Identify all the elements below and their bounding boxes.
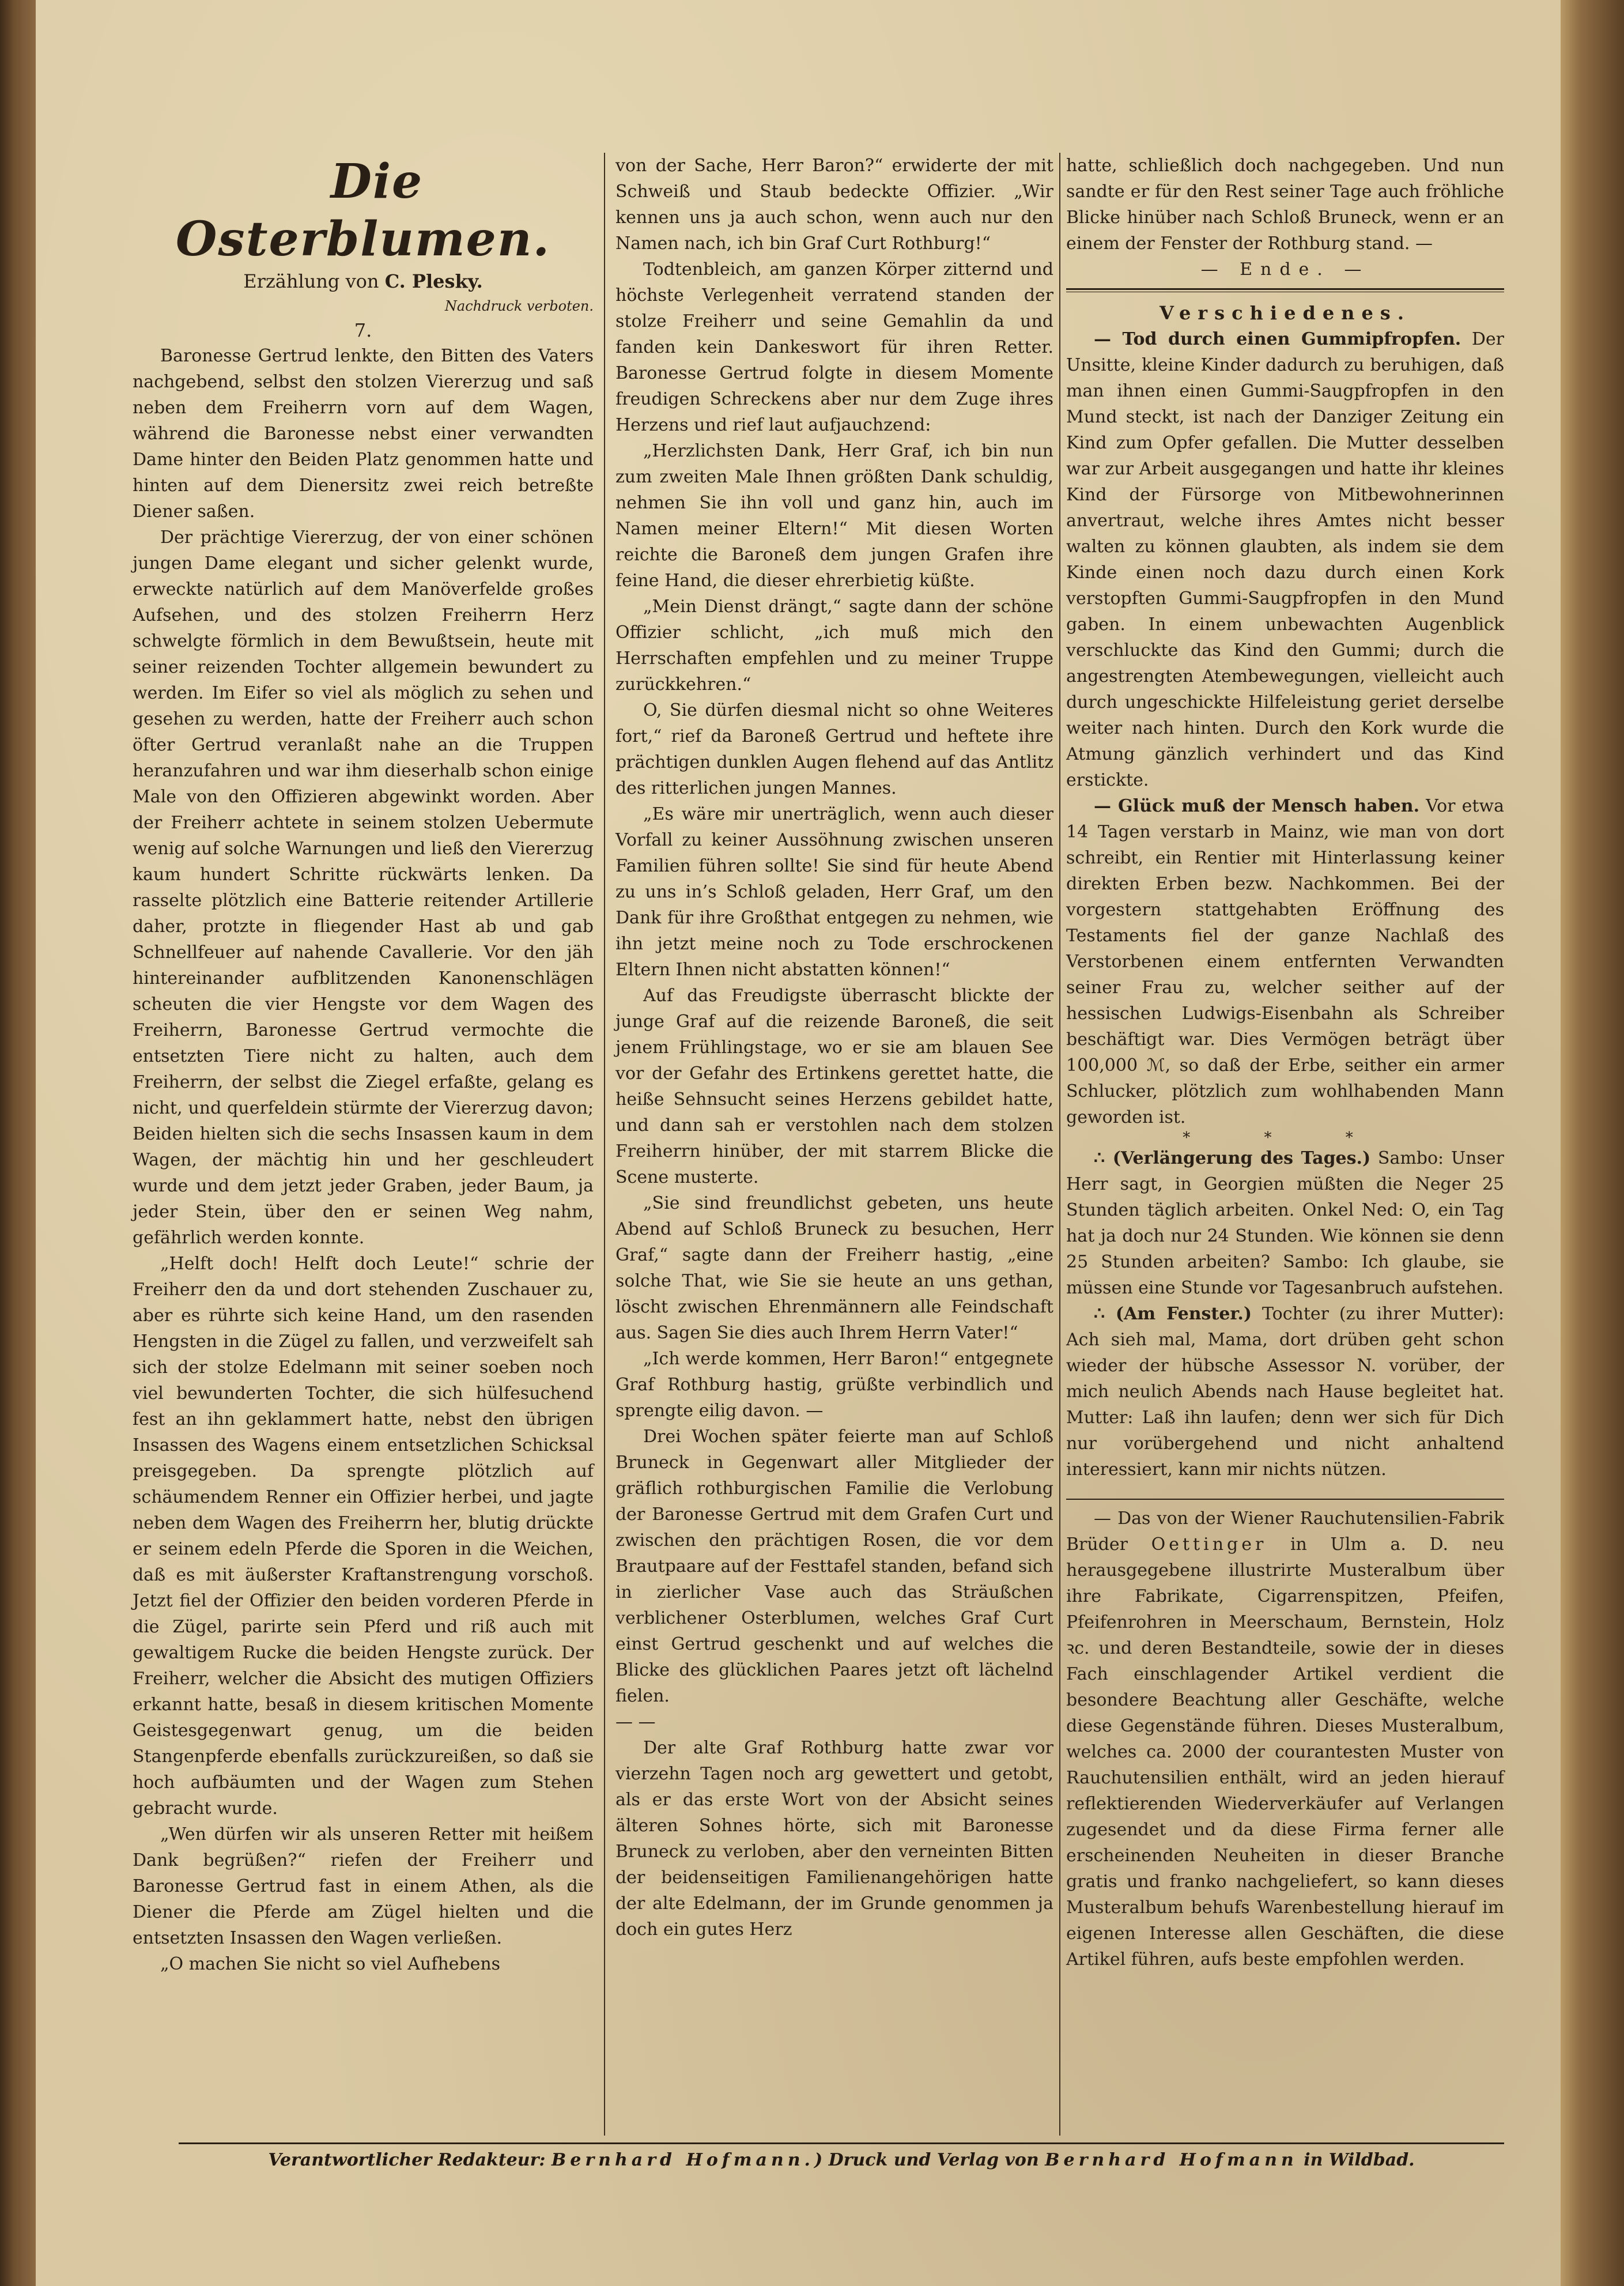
joke-text: Tochter (zu ihrer Mutter): Ach sieh mal, Mama, dort drüben geht schon wieder der hübsche Assessor N. vorüber, der mich neulich Abends nach Hause begleitet hat. Mutter: Laß ihn laufen; denn wer sich für Dich nur vorübergehend und nicht anhaltend interessiert, kann mir nichts nützen. (1066, 1304, 1504, 1480)
story-byline (133, 268, 594, 295)
joke-title: ∴ (Am Fenster.) (1094, 1304, 1252, 1324)
column-3 (1066, 153, 1504, 1972)
joke-item (1066, 1145, 1504, 1301)
news-text: Vor etwa 14 Tagen verstarb in Mainz, wie man von dort schreibt, ein Rentier mit Hinterlassung keiner direkten Erben bezw. Nachkommen. Bei der vorgestern stattgehabten Eröffnung des Testaments fiel der ganze Nachlaß des Verstorbenen einem entfernten Verwandten seiner Frau zu, welcher seither auf der hessischen Ludwigs-Eisenbahn als Schreiber beschäftigt war. Dies Vermögen beträgt über 100,000 ℳ, so daß der Erbe, seither ein armer Schlucker, plötzlich zum wohlhabenden Mann geworden ist. (1066, 796, 1504, 1127)
story-paragraph: O, Sie dürfen diesmal nicht so ohne Weiteres fort,“ rief da Baroneß Gertrud und heftete ihre prächtigen dunklen Augen flehend auf das Antlitz des ritterlichen jungen Mannes. (615, 700, 1053, 798)
ad-body: in Ulm a. D. neu herausgegebene illustrirte Musteralbum über ihre Fabrikate, Cigarrenspitzen, Pfeifen, Pfeifenrohren in Meerschaum, Bernstein, Holz ꝛc. und deren Bestandteile, sowie der in dieses Fach einschlagender Artikel verdient die besondere Beachtung aller Geschäfte, welche diese Gegenstände führen. Dieses Musteralbum, welches ca. 2000 der courantesten Muster von Rauchutensilien enthält, wird an jeden hierauf reflektierenden Wiederverkäufer auf Verlangen zugesendet und da diese Firma ferner alle erscheinenden Neuheiten in dieser Branche gratis und franko nachgeliefert, so kann dieses Musteralbum behufs Warenbestellung hierauf im eigenen Interesse allen Geschäften, die diese Artikel führen, aufs beste empfohlen werden. (1066, 1534, 1505, 1970)
story-author: C. Plesky. (384, 270, 483, 292)
footer-editor: Bernhard Hofmann. (551, 2150, 814, 2170)
news-text: Der Unsitte, kleine Kinder dadurch zu beruhigen, daß man ihnen einen Gummi-Saugpfropfen in den Mund steckt, ist nach der Danziger Zeitung ein Kind zum Opfer gefallen. Die Mutter desselben war zur Arbeit ausgegangen und hatte ihr kleines Kind der Fürsorge von Mitbewohnerinnen anvertraut, welche ihres Amtes nicht besser walten zu können glaubten, als indem sie dem Kinde einen noch dazu durch einen Kork verstopften Gummi-Saugpfropfen in den Mund gaben. In einem unbewachten Augenblick verschluckte das Kind den Gummi; durch die angestrengten Atembewegungen, vielleicht auch durch ungeschickte Hilfeleistung geriet derselbe weiter nach hinten. Durch den Kork wurde die Atmung gänzlich verhindert und das Kind erstickte. (1066, 329, 1504, 790)
joke-text: Sambo: Unser Herr sagt, in Georgien müßten die Neger 25 Stunden täglich arbeiten. Onkel Ned: O, ein Tag hat ja doch nur 24 Stunden. Wie können sie denn 25 Stunden arbeiten? Sambo: Ich glaube, sie müssen eine Stunde vor Tagesanbruch aufstehen. (1066, 1148, 1504, 1298)
story-paragraph: hatte, schließlich doch nachgegeben. Und nun sandte er für den Rest seiner Tage auch fröhliche Blicke hinüber nach Schloß Bruneck, wenn er an einem der Fenster der Rothburg stand. — (1066, 156, 1504, 254)
story-paragraph: von der Sache, Herr Baron?“ erwiderte der mit Schweiß und Staub bedeckte Offizier. „Wir kennen uns ja auch schon, wenn auch nur den Namen nach, ich bin Graf Curt Rothburg!“ (615, 156, 1053, 254)
news-headline: — Glück muß der Mensch haben. (1094, 796, 1420, 816)
story-paragraph: „Helft doch! Helft doch Leute!“ schrie der Freiherr den da und dort stehenden Zuschauer zu, aber es rührte sich keine Hand, um den rasenden Hengsten in die Zügel zu fallen, und verzweifelt sah sich der stolze Edelmann mit seiner soeben noch viel bewunderten Tochter, die sich hülfesuchend fest an ihn geklammert hatte, nebst den übrigen Insassen des Wagens einem entsetzlichen Schicksal preisgegeben. Da sprengte plötzlich auf schäumendem Renner ein Offizier herbei, und jagte neben dem Wagen des Freiherrn her, blutig drückte er seinem edeln Pferde die Sporen in die Weichen, daß es mit äußerster Kraftanstrengung vorschoß. Jetzt fiel der Offizier den beiden vorderen Pferde in die Zügel, parirte sein Pferd und riß auch mit gewaltigem Rucke die beiden Hengste zurück. Der Freiherr, welcher die Absicht des mutigen Offiziers erkannt hatte, besaß in diesem kritischen Momente Geistesgegenwart genug, um die beiden Stangenpferde ebenfalls zurückzureißen, so daß sie hoch aufbäumten und der Wagen zum Stehen gebracht wurde. (133, 1254, 594, 1819)
story-paragraph: Todtenbleich, am ganzen Körper zitternd und höchste Verlegenheit verratend standen der stolze Freiherr und seine Gemahlin da und fanden kein Dankeswort für ihren Retter. Baronesse Gertrud folgte in diesem Momente freudigen Schreckens aber nur dem Zuge ihres Herzens und rief laut aufjauchzend: (615, 259, 1053, 435)
byline-prefix: Erzählung von (243, 270, 385, 292)
footer-suffix: ) Druck und Verlag von (814, 2150, 1045, 2170)
imprint-footer (179, 2148, 1504, 2173)
section-break: — — (615, 1712, 656, 1732)
footer-prefix: Verantwortlicher Redakteur: (268, 2150, 552, 2170)
footer-location: in Wildbad. (1297, 2150, 1415, 2170)
advertisement (1066, 1499, 1504, 1972)
news-item (1066, 326, 1504, 793)
section-divider (1066, 288, 1504, 292)
chapter-number: 7. (354, 319, 372, 341)
joke-item (1066, 1301, 1504, 1482)
story-paragraph: „Ich werde kommen, Herr Baron!“ entgegnete Graf Rothburg hastig, grüßte verbindlich und sprengte eilig davon. — (615, 1349, 1053, 1421)
story-paragraph: „Es wäre mir unerträglich, wenn auch dieser Vorfall zu keiner Aussöhnung zwischen unseren Familien führen sollte! Sie sind für heute Abend zu uns in’s Schloß geladen, Herr Graf, um den Dank für ihre Großthat entgegen zu nehmen, wie ihn jetzt meine noch zu Tode erschrockenen Eltern Ihnen nicht abstatten können!“ (615, 804, 1053, 980)
story-title: Die Osterblumen. (175, 154, 551, 267)
footer-rule (179, 2142, 1504, 2144)
story-paragraph: Der prächtige Viererzug, der von einer schönen jungen Dame elegant und sicher gelenkt wurde, erweckte natürlich auf dem Manöverfelde großes Aufsehen, und des stolzen Freiherrn Herz schwelgte förmlich in dem Bewußtsein, heute mit seiner reizenden Tochter allgemein bewundert zu werden. Im Eifer so viel als möglich zu sehen und gesehen zu werden, hatte der Freiherr auch schon öfter Gertrud veranlaßt nahe an die Truppen heranzufahren und war ihm dieserhalb schon einige Male von den Offizieren abgewinkt worden. Aber der Freiherr achtete in seinem stolzen Uebermute wenig auf solche Warnungen und ließ den Viererzug kaum hundert Schritte rückwärts lenken. Da rasselte plötzlich eine Batterie reitender Artillerie daher, protzte in fliegender Hast ab und gab Schnellfeuer auf nahende Cavallerie. Vor den jäh hintereinander aufblitzenden Kanonenschlägen scheuten die vier Hengste vor dem Wagen des Freiherrn, Baronesse Gertrud vermochte die entsetzten Tiere nicht zu halten, auch dem Freiherrn, der selbst die Ziegel erfaßte, gelang es nicht, und querfeldein stürmte der Viererzug davon; Beiden hielten sich die sechs Insassen kaum in dem Wagen, der mächtig hin und her geschleudert wurde und dem jetzt jeder Graben, jeder Baum, ja jeder Stein, über den er seinen Weg nahm, gefährlich werden konnte. (133, 527, 594, 1248)
footer-publisher: Bernhard Hofmann (1045, 2150, 1298, 2170)
story-paragraph: „Wen dürfen wir als unseren Retter mit heißem Dank begrüßen?“ riefen der Freiherr und Baronesse Gertrud fast in einem Athen, als die Diener die Pferde am Zügel hielten und die entsetzten Insassen den Wagen verließen. (133, 1824, 594, 1948)
ad-prefix: — Das von der Wiener Rauchutensilien-Fabrik Brüder (1066, 1508, 1504, 1555)
news-item (1066, 793, 1504, 1130)
page-edge (1561, 0, 1624, 2286)
misc-heading: Verschiedenes. (1160, 302, 1411, 324)
star-separator: * * * (1183, 1129, 1388, 1146)
column-rule-1 (604, 153, 605, 2136)
reprint-notice: Nachdruck verboten. (444, 298, 594, 314)
column-1 (133, 153, 594, 1977)
story-paragraph: Baronesse Gertrud lenkte, den Bitten des Vaters nachgebend, selbst den stolzen Viererzug und saß neben dem Freiherrn vorn auf dem Wagen, während die Baronesse nebst einer verwandten Dame hinter den Beiden Platz genommen hatte und hinten auf dem Dienersitz zwei reich betreßte Diener saßen. (133, 346, 594, 522)
book-binding (0, 0, 36, 2286)
story-paragraph: „Herzlichsten Dank, Herr Graf, ich bin nun zum zweiten Male Ihnen größten Dank schuldig, nehmen Sie ihn voll und ganz hin, auch im Namen meiner Eltern!“ Mit diesen Worten reichte die Baroneß dem jungen Grafen ihre feine Hand, die dieser ehrerbietig küßte. (615, 441, 1053, 591)
column-rule-2 (1059, 153, 1060, 2136)
story-paragraph: „Mein Dienst drängt,“ sagte dann der schöne Offizier schlicht, „ich muß mich den Herrschaften empfehlen und zu meiner Truppe zurückkehren.“ (615, 597, 1053, 695)
ad-firm: Oettinger (1151, 1534, 1267, 1555)
story-end: — Ende. — (1200, 259, 1370, 280)
news-headline: — Tod durch einen Gummipfropfen. (1094, 329, 1461, 349)
story-paragraph: Der alte Graf Rothburg hatte zwar vor vierzehn Tagen noch arg gewettert und getobt, als er das erste Wort von der Absicht seines älteren Sohnes hörte, sich mit Baronesse Bruneck zu verloben, aber den verneinten Bitten der beidenseitigen Familienangehörigen hatte der alte Edelmann, der im Grunde genommen ja doch ein gutes Herz (615, 1738, 1053, 1940)
story-paragraph: „O machen Sie nicht so viel Aufhebens (160, 1954, 501, 1974)
story-paragraph: „Sie sind freundlichst gebeten, uns heute Abend auf Schloß Bruneck zu besuchen, Herr Graf,“ sagte dann der Freiherr hastig, „eine solche That, wie Sie sie heute an uns gethan, löscht zwischen Ehrenmännern alle Feindschaft aus. Sagen Sie dies auch Ihrem Herrn Vater!“ (615, 1193, 1053, 1343)
story-paragraph: Drei Wochen später feierte man auf Schloß Bruneck in Gegenwart aller Mitglieder der gräflich rothburgischen Familie die Verlobung der Baronesse Gertrud mit dem Grafen Curt und zwischen den prächtigen Rosen, die vor dem Brautpaare auf der Festtafel standen, befand sich in zierlicher Vase auch das Sträußchen verblichener Osterblumen, welches Graf Curt einst Gertrud geschenkt und auf welches die Blicke des glücklichen Paares jetzt oft lächelnd fielen. (615, 1427, 1053, 1706)
joke-title: ∴ (Verlängerung des Tages.) (1094, 1148, 1371, 1168)
ad-text (1066, 1506, 1504, 1972)
column-2 (615, 153, 1053, 1942)
story-paragraph: Auf das Freudigste überrascht blickte der junge Graf auf die reizende Baroneß, die seit jenem Frühlingstage, wo er sie am blauen See vor der Gefahr des Ertinkens gerettet hatte, die heiße Sehnsucht seines Herzens gebildet hatte, und dann sah er verstohlen nach dem stolzen Freiherrn hinüber, der mit starrem Blicke die Scene musterte. (615, 986, 1053, 1187)
